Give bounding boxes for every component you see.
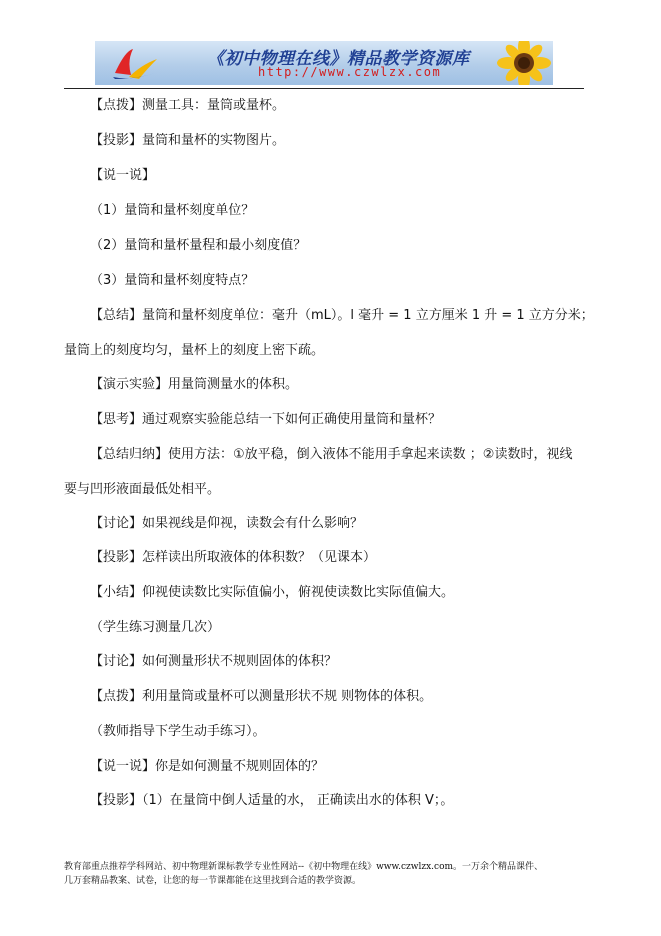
paragraph: 【总结归纳】使用方法：①放平稳，倒入液体不能用手拿起来读数 ；②读数时，视线 bbox=[90, 447, 573, 462]
sunflower-icon bbox=[489, 41, 553, 85]
site-logo-icon bbox=[111, 47, 161, 81]
footer-line: 几万套精品教案、试卷，让您的每一节课都能在这里找到合适的教学资源。 bbox=[64, 876, 362, 886]
paragraph: （2）量筒和量杯量程和最小刻度值？ bbox=[90, 238, 307, 253]
paragraph: （教师指导下学生动手练习）。 bbox=[90, 724, 266, 739]
paragraph: 【总结】量筒和量杯刻度单位：毫升（mL）。l 毫升 = 1 立方厘米 1 升 = 1 立方分米； bbox=[90, 308, 594, 323]
paragraph: 【点拨】测量工具：量筒或量杯。 bbox=[90, 98, 286, 113]
paragraph: （3）量筒和量杯刻度特点？ bbox=[90, 273, 255, 288]
header-banner bbox=[95, 41, 553, 85]
paragraph: 【投影】怎样读出所取液体的体积数？（见课本） bbox=[90, 550, 377, 565]
paragraph: 【讨论】如果视线是仰视，读数会有什么影响？ bbox=[90, 516, 364, 531]
paragraph: 【讨论】如何测量形状不规则固体的体积？ bbox=[90, 654, 338, 669]
banner-title: 《初中物理在线》精品教学资源库 bbox=[207, 49, 470, 69]
paragraph: （1）量筒和量杯刻度单位？ bbox=[90, 203, 255, 218]
paragraph: 量筒上的刻度均匀，量杯上的刻度上密下疏。 bbox=[64, 343, 325, 358]
paragraph: 要与凹形液面最低处相平。 bbox=[64, 482, 221, 497]
paragraph: （学生练习测量几次） bbox=[90, 620, 221, 635]
paragraph: 【投影】量筒和量杯的实物图片。 bbox=[90, 133, 286, 148]
paragraph: 【说一说】 bbox=[90, 168, 156, 183]
page-footer bbox=[64, 860, 604, 888]
paragraph: 【说一说】你是如何测量不规则固体的？ bbox=[90, 759, 325, 774]
paragraph: 【投影】（1）在量筒中倒人适量的水， 正确读出水的体积 V；。 bbox=[90, 793, 454, 808]
paragraph: 【点拨】利用量筒或量杯可以测量形状不规 则物体的体积。 bbox=[90, 689, 433, 704]
paragraph: 【小结】仰视使读数比实际值偏小，俯视使读数比实际值偏大。 bbox=[90, 585, 455, 600]
paragraph: 【思考】通过观察实验能总结一下如何正确使用量筒和量杯？ bbox=[90, 412, 442, 427]
footer-line: 教育部重点推荐学科网站、初中物理新课标教学专业性网站--《初中物理在线》www.czwlzx.com。一万余个精品课件、 bbox=[64, 862, 544, 872]
header-divider bbox=[64, 88, 584, 89]
paragraph: 【演示实验】用量筒测量水的体积。 bbox=[90, 377, 299, 392]
banner-url: http://www.czwlzx.com bbox=[258, 65, 442, 79]
